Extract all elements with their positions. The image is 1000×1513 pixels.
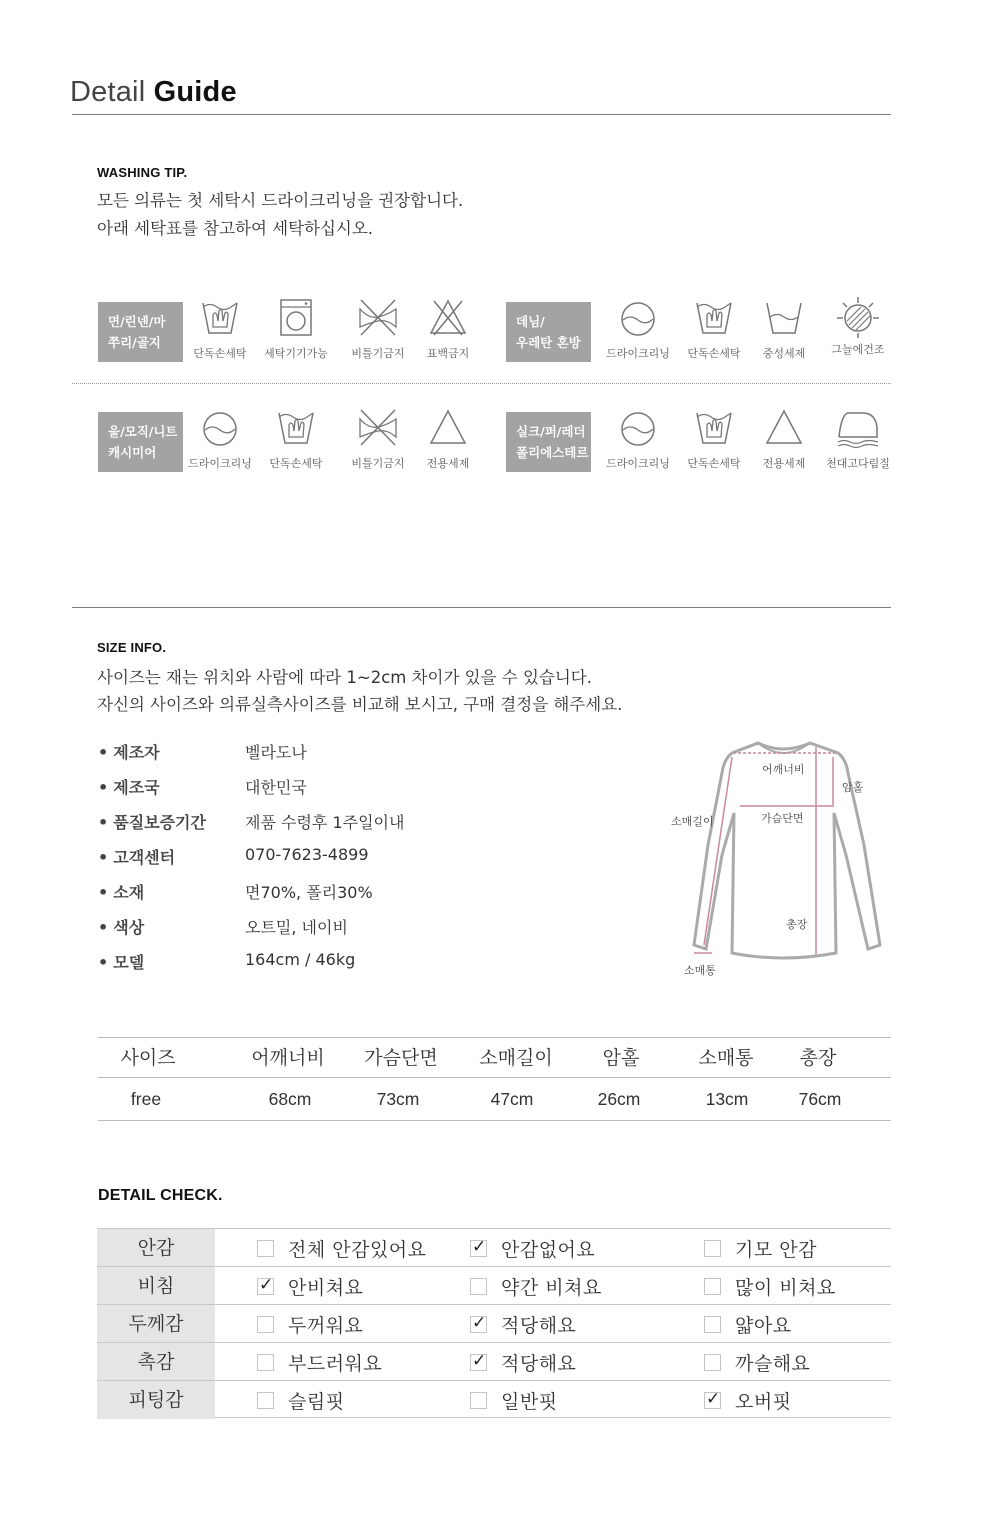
garment-measurement-diagram [670, 735, 895, 985]
detail-row: 촉감 부드러워요 ✓ 적당해요 까슬해요 [97, 1342, 891, 1380]
checkbox[interactable] [470, 1237, 487, 1257]
special-detergent-icon [428, 407, 468, 449]
armhole-label: 암홀 [842, 781, 864, 794]
check-mark-icon: ✓ [472, 1237, 487, 1257]
checkbox[interactable] [257, 1316, 274, 1333]
no-bleach-icon [428, 297, 468, 339]
cuff-label: 소매통 [684, 964, 716, 977]
checkbox[interactable] [257, 1240, 274, 1257]
washing-machine-icon [276, 297, 316, 339]
category-box: 울/모직/니트 캐시미어 [98, 412, 183, 472]
category-box: 실크/퍼/레더 폴리에스테르 [506, 412, 591, 472]
wash-item: 단독손세탁 [251, 407, 341, 471]
table-header: 어깨너비 [251, 1047, 325, 1069]
table-cell: 47cm [490, 1089, 534, 1109]
table-cell: 73cm [376, 1089, 420, 1109]
dry-clean-icon [200, 407, 240, 449]
wash-item: 전용세제 [403, 407, 493, 471]
washing-tip-line: 모든 의류는 첫 세탁시 드라이크리닝을 권장합니다. [97, 191, 464, 210]
checkbox[interactable] [470, 1278, 487, 1295]
checkbox[interactable] [470, 1313, 487, 1333]
shoulder-label: 어깨너비 [762, 763, 805, 776]
detail-row: 비침 ✓ 안비쳐요 약간 비쳐요 많이 비쳐요 [97, 1266, 891, 1304]
hand-wash-icon [200, 297, 240, 339]
table-header: 소매길이 [479, 1047, 553, 1069]
check-mark-icon: ✓ [472, 1351, 487, 1371]
detail-check-heading: DETAIL CHECK. [98, 1187, 223, 1204]
table-header: 암홀 [602, 1047, 640, 1069]
hand-wash-icon [276, 407, 316, 449]
special-detergent-icon [764, 407, 804, 449]
table-cell: 68cm [268, 1089, 312, 1109]
chest-label: 가슴단면 [761, 812, 804, 825]
detail-row: 안감 전체 안감있어요 ✓ 안감없어요 기모 안감 [97, 1228, 891, 1266]
category-box: 데님/ 우레탄 혼방 [506, 302, 591, 362]
detail-row: 두께감 두꺼워요 ✓ 적당해요 얇아요 [97, 1304, 891, 1342]
iron-cloth-icon [835, 407, 881, 449]
wash-item: 그늘에건조 [813, 293, 903, 357]
wash-item: 중성세제 [739, 297, 829, 361]
sleeve-length-label: 소매길이 [671, 815, 714, 828]
no-wring-icon [357, 297, 399, 339]
table-cell: free [130, 1089, 162, 1109]
wash-item: 비틀기금지 [333, 297, 423, 361]
hand-wash-icon [694, 407, 734, 449]
dry-clean-icon [618, 407, 658, 449]
wash-item: 천대고다림질 [813, 407, 903, 471]
checkbox[interactable] [704, 1240, 721, 1257]
check-mark-icon: ✓ [706, 1389, 721, 1409]
page-title: Detail Guide [70, 76, 237, 108]
shade-dry-icon [835, 293, 881, 339]
checkbox[interactable] [704, 1354, 721, 1371]
hand-wash-icon [694, 297, 734, 339]
neutral-detergent-icon [764, 297, 804, 339]
row-divider [72, 383, 891, 384]
table-header: 사이즈 [120, 1047, 176, 1069]
size-info-line: 자신의 사이즈와 의류실측사이즈를 비교해 보시고, 구매 결정을 해주세요. [97, 695, 623, 714]
category-box: 면/린넨/마 쭈리/골지 [98, 302, 183, 362]
size-info-line: 사이즈는 재는 위치와 사람에 따라 1~2cm 차이가 있을 수 있습니다. [97, 668, 592, 687]
check-mark-icon: ✓ [472, 1313, 487, 1333]
table-cell: 26cm [597, 1089, 641, 1109]
table-header: 총장 [799, 1047, 837, 1069]
check-mark-icon: ✓ [259, 1275, 274, 1295]
checkbox[interactable] [257, 1354, 274, 1371]
divider [72, 114, 891, 115]
wash-item: 드라이크리닝 [175, 407, 265, 471]
divider [72, 607, 891, 608]
checkbox[interactable] [704, 1316, 721, 1333]
size-info-heading: SIZE INFO. [97, 640, 167, 655]
total-length-label: 총장 [786, 918, 808, 931]
checkbox[interactable] [470, 1351, 487, 1371]
table-header: 가슴단면 [364, 1047, 438, 1069]
checkbox[interactable] [704, 1389, 721, 1409]
table-cell: 76cm [798, 1089, 842, 1109]
table-header: 소매통 [698, 1047, 754, 1069]
wash-item: 드라이크리닝 [593, 297, 683, 361]
table-cell: 13cm [705, 1089, 749, 1109]
wash-item: 단독손세탁 [669, 297, 759, 361]
checkbox[interactable] [257, 1275, 274, 1295]
dry-clean-icon [618, 297, 658, 339]
checkbox[interactable] [257, 1392, 274, 1409]
checkbox[interactable] [470, 1392, 487, 1409]
checkbox[interactable] [704, 1278, 721, 1295]
wash-item: 전용세제 [739, 407, 829, 471]
wash-item: 단독손세탁 [175, 297, 265, 361]
wash-item: 단독손세탁 [669, 407, 759, 471]
wash-item: 세탁기기가능 [251, 297, 341, 361]
wash-item: 표백금지 [403, 297, 493, 361]
washing-tip-heading: WASHING TIP. [97, 165, 188, 180]
washing-tip-line: 아래 세탁표를 참고하여 세탁하십시오. [97, 219, 374, 238]
wash-item: 비틀기금지 [333, 407, 423, 471]
detail-row: 피팅감 슬림핏 일반핏 ✓ 오버핏 [97, 1380, 891, 1418]
no-wring-icon [357, 407, 399, 449]
wash-item: 드라이크리닝 [593, 407, 683, 471]
